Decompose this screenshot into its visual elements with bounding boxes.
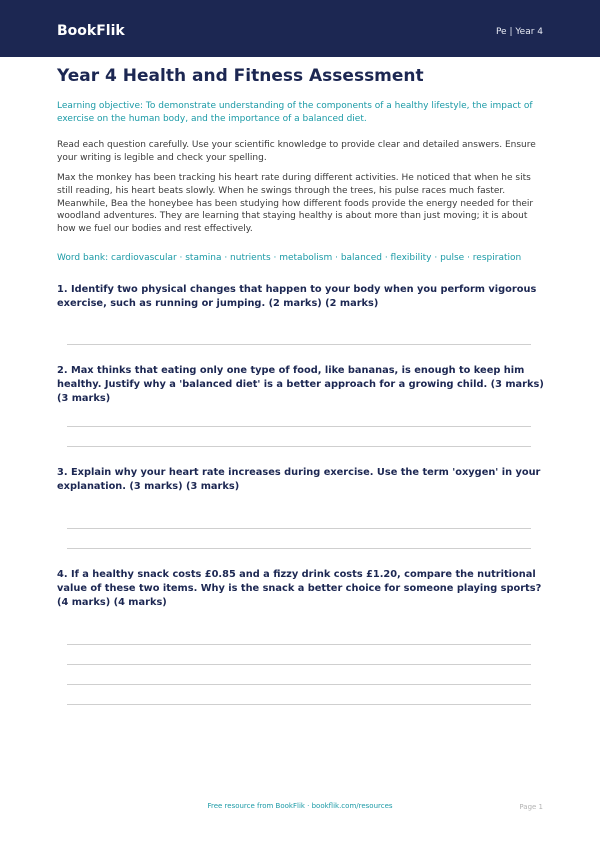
answer-line[interactable] xyxy=(67,548,531,549)
page-header xyxy=(0,0,600,57)
answer-line[interactable] xyxy=(67,528,531,529)
word-bank: Word bank: cardiovascular · stamina · nutrients · metabolism · balanced · flexibility · pulse · respiration xyxy=(57,253,522,263)
answer-line[interactable] xyxy=(67,684,531,685)
answer-line[interactable] xyxy=(67,664,531,665)
answer-line[interactable] xyxy=(67,426,531,427)
question-1: 1. Identify two physical changes that happen to your body when you perform vigorous exercise, such as running or jumping. (2 marks) (2 marks) xyxy=(57,284,537,309)
page-title: Year 4 Health and Fitness Assessment xyxy=(57,66,424,86)
footer-credit: Free resource from BookFlik · bookflik.com/resources xyxy=(207,802,393,810)
question-4: 4. If a healthy snack costs £0.85 and a fizzy drink costs £1.20, compare the nutritional value of these two items. Why is the snack a better choice for someone playing sports? (4 marks) (4 marks) xyxy=(57,569,542,608)
answer-line[interactable] xyxy=(67,644,531,645)
question-2: 2. Max thinks that eating only one type of food, like bananas, is enough to keep him healthy. Justify why a 'balanced diet' is a better approach for a growing child. (3 marks) (3 marks) xyxy=(57,365,544,404)
brand-logo-text: BookFlik xyxy=(57,23,125,39)
subject-year-label: Pe | Year 4 xyxy=(495,27,543,37)
question-3: 3. Explain why your heart rate increases during exercise. Use the term 'oxygen' in your explanation. (3 marks) (3 marks) xyxy=(57,467,541,492)
learning-objective: Learning objective: To demonstrate understanding of the components of a healthy lifestyle, the impact of exercise on the human body, and the importance of a balanced diet. xyxy=(57,101,533,124)
page-number: Page 1 xyxy=(519,803,543,811)
story-paragraph: Max the monkey has been tracking his heart rate during different activities. He noticed that when he sits still reading, his heart beats slowly. When he swings through the trees, his pulse races much faster. Meanwhile, Bea the honeybee has been studying how different foods provide the energy needed for their woodland adventures. They are learning that staying healthy is about more than just moving; it is about how we fuel our bodies and rest effectively. xyxy=(57,173,534,235)
answer-line[interactable] xyxy=(67,704,531,705)
answer-line[interactable] xyxy=(67,446,531,447)
instructions-paragraph: Read each question carefully. Use your scientific knowledge to provide clear and detailed answers. Ensure your writing is legible and check your spelling. xyxy=(57,140,536,163)
answer-line[interactable] xyxy=(67,344,531,345)
